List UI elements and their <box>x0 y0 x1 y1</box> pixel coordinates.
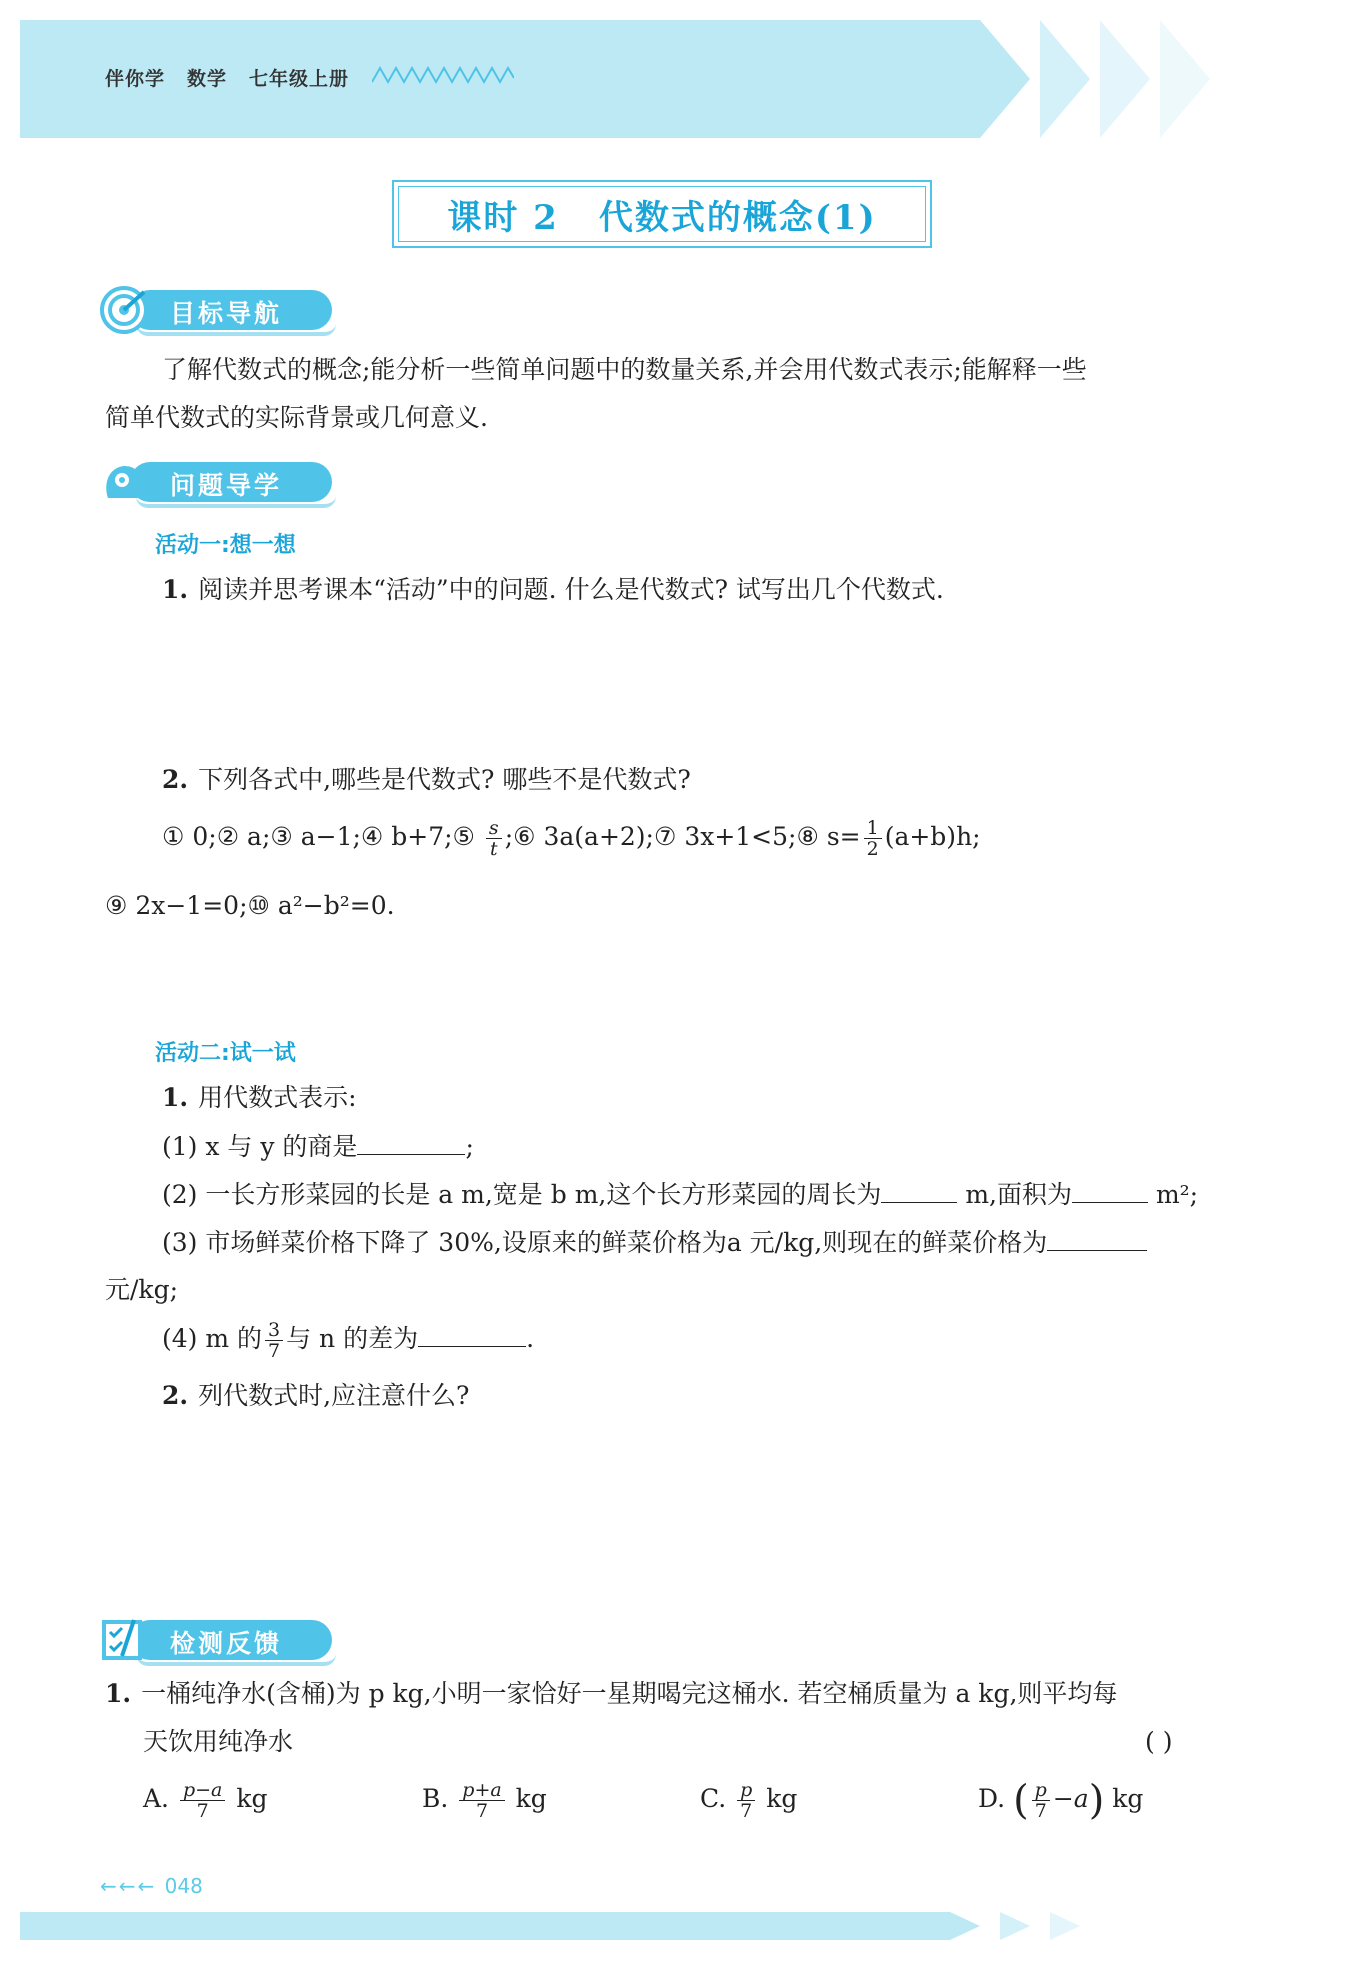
question-text: 列代数式时,应注意什么? <box>198 1381 470 1410</box>
option-a[interactable] <box>143 1780 268 1821</box>
lesson-topic: 代数式的概念(1) <box>598 197 877 238</box>
header-subject: 数学 <box>187 68 228 90</box>
frac-den: 7 <box>196 1800 209 1822</box>
answer-blank[interactable] <box>357 1128 465 1155</box>
frac-num: p <box>737 1780 755 1801</box>
frac-num: 1 <box>864 818 882 839</box>
question-text: 阅读并思考课本“活动”中的问题. 什么是代数式? 试写出几个代数式. <box>198 575 944 604</box>
expression-list-line1 <box>162 818 981 859</box>
header-grade: 七年级上册 <box>249 68 350 90</box>
section-tag-goal <box>100 286 340 334</box>
expr-part: (a+b)h; <box>884 822 981 851</box>
option-unit: kg <box>236 1784 268 1813</box>
expr-part: ;⑥ 3a(a+2);⑦ 3x+1<5;⑧ s= <box>504 822 861 851</box>
goal-text-line2: 简单代数式的实际背景或几何意义. <box>105 403 488 432</box>
item-text: (3) 市场鲜菜价格下降了 30%,设原来的鲜菜价格为a 元/kg,则现在的鲜菜价格为 <box>162 1228 1048 1257</box>
option-fraction <box>180 1780 225 1821</box>
option-fraction <box>1032 1780 1050 1821</box>
item-text: 与 n 的差为 <box>286 1324 419 1353</box>
activity2-item1 <box>162 1128 474 1165</box>
check-question1-line1 <box>105 1676 1117 1712</box>
item-text: . <box>526 1324 535 1353</box>
answer-parentheses[interactable]: ( ) <box>1145 1727 1173 1756</box>
fraction-s-over-t <box>486 818 502 859</box>
frac-num: p <box>1032 1780 1050 1801</box>
activity2-item2 <box>162 1176 1198 1213</box>
answer-blank[interactable] <box>881 1176 957 1203</box>
question-text: 一桶纯净水(含桶)为 p kg,小明一家恰好一星期喝完这桶水. 若空桶质量为 a kg,则平均每 <box>141 1679 1118 1708</box>
section-tag-label: 目标导航 <box>170 299 283 328</box>
question-number: 2. <box>162 1381 189 1410</box>
frac-den: 7 <box>268 1340 281 1362</box>
item-text: ; <box>465 1132 474 1161</box>
header-series: 伴你学 <box>105 68 166 90</box>
option-unit: kg <box>766 1784 798 1813</box>
footer-chevron <box>950 1912 980 1940</box>
lesson-number: 课时 2 <box>447 197 559 238</box>
item-text: (1) x 与 y 的商是 <box>162 1132 358 1161</box>
question-number: 2. <box>162 765 189 794</box>
activity1-question1 <box>162 572 944 608</box>
answer-blank[interactable] <box>1047 1224 1147 1251</box>
activity2-item4 <box>162 1320 534 1361</box>
frac-num: p−a <box>180 1780 225 1801</box>
lesson-title-box <box>392 180 932 248</box>
answer-blank[interactable] <box>418 1320 526 1347</box>
arrows-icon: ←←← <box>100 1874 165 1898</box>
frac-den: 2 <box>866 838 879 860</box>
frac-den: t <box>489 838 498 860</box>
page-number <box>100 1874 203 1898</box>
option-c[interactable] <box>700 1780 797 1821</box>
question-text: 下列各式中,哪些是代数式? 哪些不是代数式? <box>198 765 691 794</box>
item-text: (4) m 的 <box>162 1324 263 1353</box>
activity2-question1 <box>162 1080 357 1116</box>
expr-part: ① 0;② a;③ a−1;④ b+7;⑤ <box>162 822 475 851</box>
section-tag-guide <box>100 458 340 506</box>
head-gear-icon <box>100 458 148 506</box>
footer-chevron <box>1050 1912 1080 1940</box>
answer-blank[interactable] <box>1072 1176 1148 1203</box>
activity1-question2 <box>162 762 691 798</box>
frac-num: p+a <box>459 1780 504 1801</box>
header-chevron <box>1160 20 1210 138</box>
section-tag-check <box>100 1616 340 1664</box>
fraction-one-half <box>864 818 882 859</box>
header-chevron <box>980 20 1030 138</box>
item-text: m²; <box>1155 1180 1199 1209</box>
activity1-heading: 活动一:想一想 <box>155 533 296 558</box>
option-tail: −a <box>1052 1784 1089 1813</box>
option-unit: kg <box>1112 1784 1144 1813</box>
running-header <box>105 64 371 91</box>
frac-den: 7 <box>740 1800 753 1822</box>
header-chevron <box>1040 20 1090 138</box>
option-unit: kg <box>515 1784 547 1813</box>
zigzag-ornament <box>372 66 514 84</box>
item-text: (2) 一长方形菜园的长是 a m,宽是 b m,这个长方形菜园的周长为 <box>162 1180 882 1209</box>
question-text: 用代数式表示: <box>198 1083 357 1112</box>
option-label: C. <box>700 1784 727 1813</box>
page-number-text: 048 <box>164 1874 203 1898</box>
expression-list-line2: ⑨ 2x−1=0;⑩ a²−b²=0. <box>105 891 395 920</box>
lesson-title <box>398 186 926 242</box>
item-text: m,面积为 <box>965 1180 1072 1209</box>
option-label: A. <box>143 1784 170 1813</box>
footer-chevron <box>1000 1912 1030 1940</box>
activity2-heading: 活动二:试一试 <box>155 1041 296 1066</box>
question-number: 1. <box>162 575 189 604</box>
fraction-three-sevenths <box>265 1320 283 1361</box>
frac-num: 3 <box>265 1320 283 1341</box>
option-label: D. <box>978 1784 1006 1813</box>
target-icon <box>100 286 148 334</box>
option-label: B. <box>422 1784 449 1813</box>
header-chevron <box>1100 20 1150 138</box>
check-question1-line2: 天饮用纯净水 <box>143 1727 294 1756</box>
frac-num: s <box>486 818 502 839</box>
checklist-icon <box>100 1616 148 1664</box>
activity2-question2 <box>162 1378 469 1414</box>
frac-den: 7 <box>475 1800 489 1822</box>
frac-den: 7 <box>1034 1800 1047 1822</box>
option-d[interactable]: D. ( $\frac{p}{7}$ −a) kg <box>978 1777 1144 1824</box>
question-number: 1. <box>105 1679 132 1708</box>
option-fraction <box>737 1780 755 1821</box>
section-tag-label: 检测反馈 <box>170 1629 283 1658</box>
question-number: 1. <box>162 1083 189 1112</box>
section-tag-label: 问题导学 <box>170 471 283 500</box>
activity2-item3-cont: 元/kg; <box>105 1275 178 1304</box>
activity2-item3 <box>162 1224 1147 1261</box>
option-b[interactable] <box>422 1780 547 1821</box>
footer-band <box>20 1912 950 1940</box>
goal-text-line1: 了解代数式的概念;能分析一些简单问题中的数量关系,并会用代数式表示;能解释一些 <box>162 355 1087 384</box>
option-fraction <box>459 1780 504 1821</box>
